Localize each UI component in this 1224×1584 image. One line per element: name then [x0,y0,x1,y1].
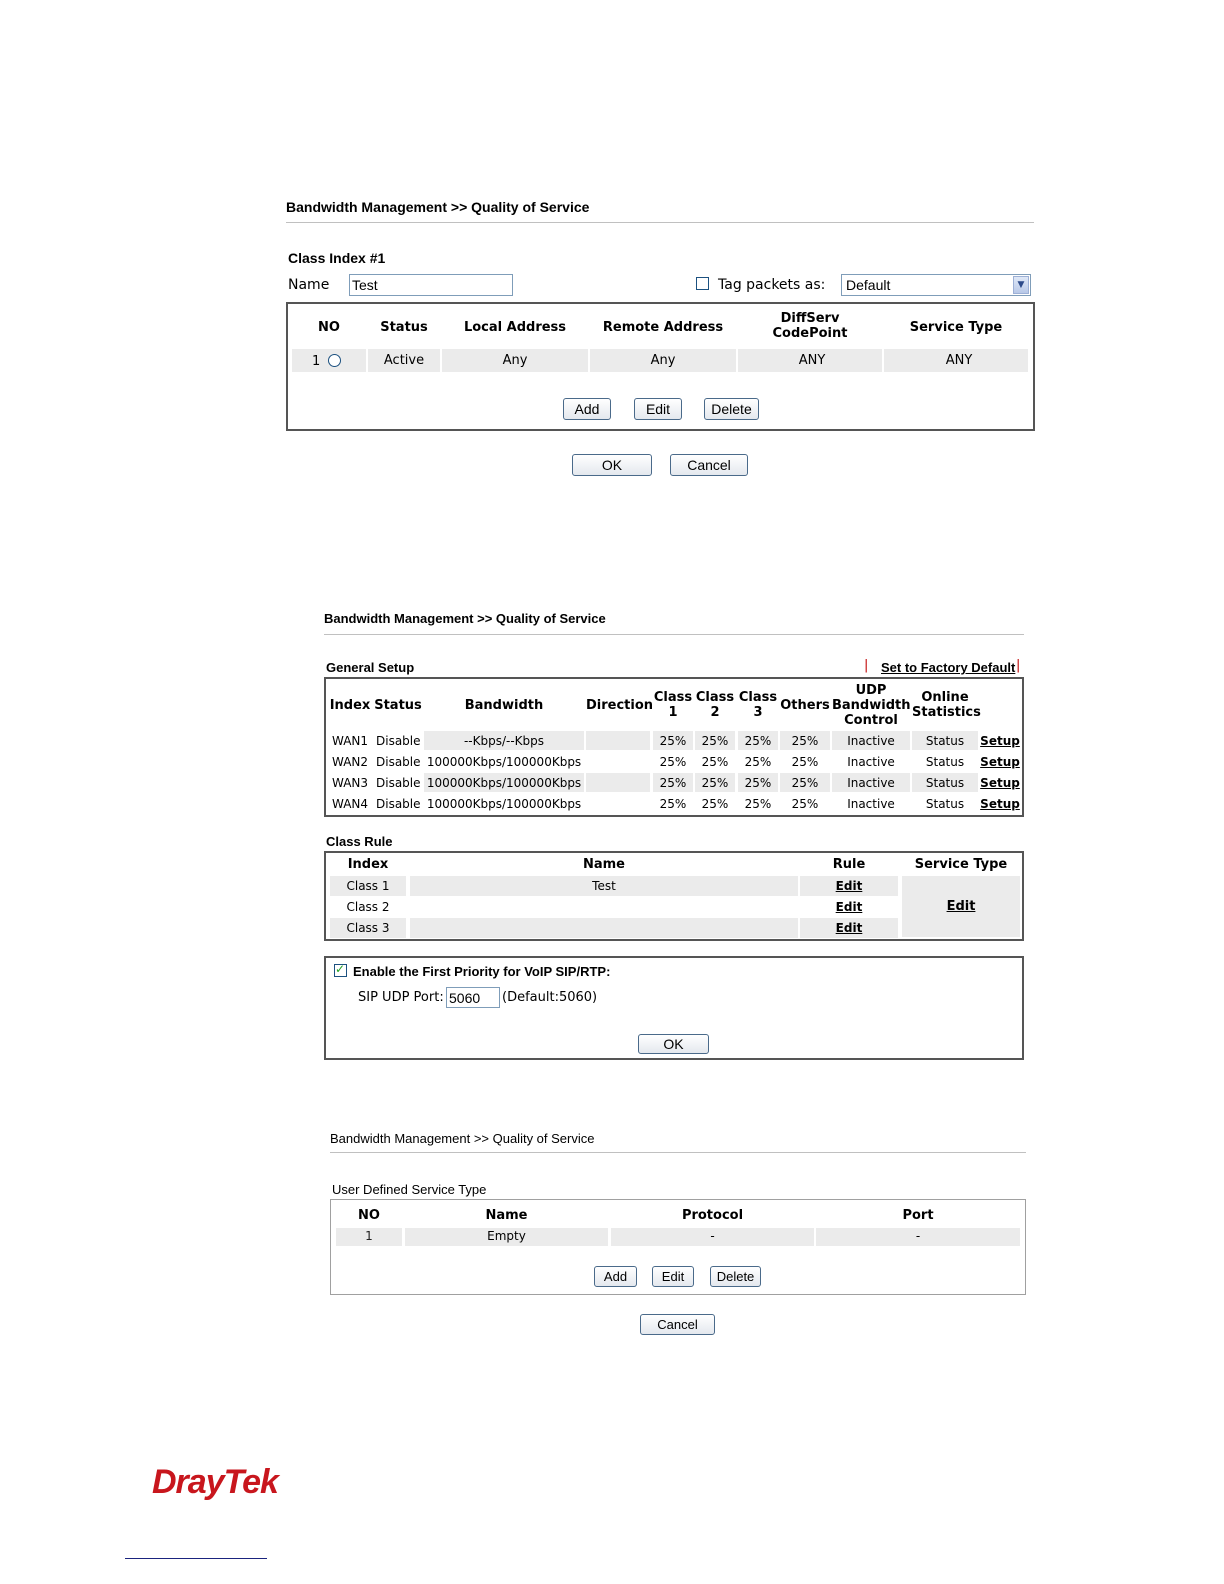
service-type-edit-link[interactable]: Edit [946,899,976,914]
wan-bandwidth: 100000Kbps/100000Kbps [426,755,582,769]
wan-status: Disable [376,776,421,790]
table-cell [586,731,650,750]
wan-c1: 25% [659,755,687,769]
col-class1: Class 1 [653,690,693,720]
section-label: User Defined Service Type [332,1182,487,1197]
add-button[interactable]: Add [594,1266,637,1287]
cancel-button[interactable]: Cancel [640,1314,715,1335]
wan-stat: Status [925,797,965,811]
wan-stat: Status [925,755,965,769]
wan-c2: 25% [701,755,729,769]
wan-others: 25% [791,797,819,811]
table-cell [586,773,650,792]
col-name: Name [582,857,625,872]
row-port: - [915,1229,921,1243]
row-status: Active [383,353,425,368]
wan-c2: 25% [701,776,729,790]
factory-separator: | [1016,658,1021,673]
name-label: Name [288,277,330,293]
voip-priority-checkbox[interactable] [334,964,347,977]
table-cell [410,918,798,938]
col-class3: Class 3 [738,690,778,720]
col-no: NO [318,320,340,335]
wan-stat: Status [925,776,965,790]
title-divider [324,634,1024,635]
class-name: Test [592,879,616,893]
rule-edit-link[interactable]: Edit [835,900,863,914]
page-title: Bandwidth Management >> Quality of Service [286,199,590,215]
delete-button[interactable]: Delete [710,1266,761,1287]
row-name: Empty [487,1229,526,1243]
wan-others: 25% [791,776,819,790]
setup-link[interactable]: Setup [980,776,1020,790]
col-no: NO [358,1208,380,1223]
col-bandwidth: Bandwidth [464,698,544,713]
wan-index: WAN1 [332,734,369,748]
ok-button[interactable]: OK [572,454,652,476]
add-button[interactable]: Add [563,398,611,420]
delete-button[interactable]: Delete [704,398,759,420]
draytek-logo: DrayTek [152,1463,278,1501]
ok-button[interactable]: OK [638,1034,709,1054]
col-name: Name [485,1208,528,1223]
wan-others: 25% [791,734,819,748]
wan-c3: 25% [744,776,772,790]
rule-edit-link[interactable]: Edit [835,879,863,893]
col-index: Index [329,698,371,713]
class-index: Class 2 [346,900,390,914]
name-input[interactable] [349,274,513,296]
wan-c1: 25% [659,776,687,790]
wan-bandwidth: --Kbps/--Kbps [463,734,545,748]
title-divider [286,222,1034,223]
row-diffserv: ANY [798,353,826,368]
setup-link[interactable]: Setup [980,797,1020,811]
wan-bandwidth: 100000Kbps/100000Kbps [426,776,582,790]
wan-udp: Inactive [847,755,895,769]
tag-packets-label: Tag packets as: [718,277,826,293]
row-no-link[interactable]: 1 [365,1229,373,1243]
sip-port-input[interactable] [446,987,500,1008]
wan-c2: 25% [701,797,729,811]
col-status: Status [374,698,422,713]
factory-separator: | [864,658,869,673]
col-diffserv: DiffServ CodePoint [772,311,848,341]
col-remote-address: Remote Address [602,320,724,335]
col-index: Index [347,857,389,872]
tag-packets-checkbox[interactable] [696,277,709,290]
col-service-type: Service Type [914,857,1008,872]
wan-udp: Inactive [847,797,895,811]
wan-c1: 25% [659,797,687,811]
col-port: Port [902,1208,934,1223]
col-service-type: Service Type [909,320,1003,335]
general-setup-label: General Setup [326,660,415,675]
col-protocol: Protocol [681,1208,744,1223]
wan-stat: Status [925,734,965,748]
sip-port-label: SIP UDP Port: [358,990,444,1005]
edit-button[interactable]: Edit [634,398,682,420]
setup-link[interactable]: Setup [980,755,1020,769]
check-icon: ✓ [335,962,346,976]
page-title: Bandwidth Management >> Quality of Service [330,1131,595,1146]
wan-udp: Inactive [847,776,895,790]
rule-edit-link[interactable]: Edit [835,921,863,935]
row-remote: Any [650,353,676,368]
wan-index: WAN3 [332,776,369,790]
row-local: Any [502,353,528,368]
wan-c2: 25% [701,734,729,748]
set-factory-default-link[interactable]: Set to Factory Default [881,660,1016,675]
wan-status: Disable [376,755,421,769]
tag-packets-value: Default [846,277,891,293]
title-divider [330,1152,1026,1153]
row-protocol: - [710,1229,715,1243]
row-service: ANY [945,353,973,368]
class-index: Class 1 [346,879,390,893]
col-class2: Class 2 [695,690,735,720]
wan-c3: 25% [744,755,772,769]
class-index: Class 3 [346,921,390,935]
class-rule-label: Class Rule [326,834,393,849]
wan-status: Disable [376,797,421,811]
wan-status: Disable [376,734,421,748]
wan-index: WAN4 [332,797,369,811]
footer-rule [125,1558,267,1559]
chevron-down-icon[interactable]: ▼ [1013,276,1029,294]
row-select-radio[interactable] [328,354,341,367]
wan-c1: 25% [659,734,687,748]
wan-index: WAN2 [332,755,369,769]
wan-c3: 25% [744,797,772,811]
col-status: Status [380,320,428,335]
col-others: Others [780,698,830,713]
edit-button[interactable]: Edit [652,1266,694,1287]
class-index-label: Class Index #1 [288,250,386,266]
row-no: 1 [312,354,321,369]
wan-c3: 25% [744,734,772,748]
col-udp-bandwidth: UDP Bandwidth Control [832,683,911,728]
page-title: Bandwidth Management >> Quality of Service [324,611,606,626]
voip-label: Enable the First Priority for VoIP SIP/RTP: [353,964,611,979]
tag-packets-select[interactable] [841,274,1031,296]
col-direction: Direction [586,698,654,713]
col-rule: Rule [832,857,866,872]
setup-link[interactable]: Setup [980,734,1020,748]
wan-udp: Inactive [847,734,895,748]
col-local-address: Local Address [463,320,567,335]
wan-bandwidth: 100000Kbps/100000Kbps [426,797,582,811]
cancel-button[interactable]: Cancel [670,454,748,476]
sip-port-default: (Default:5060) [502,990,598,1005]
col-online-stats: Online Statistics [912,690,981,720]
wan-others: 25% [791,755,819,769]
